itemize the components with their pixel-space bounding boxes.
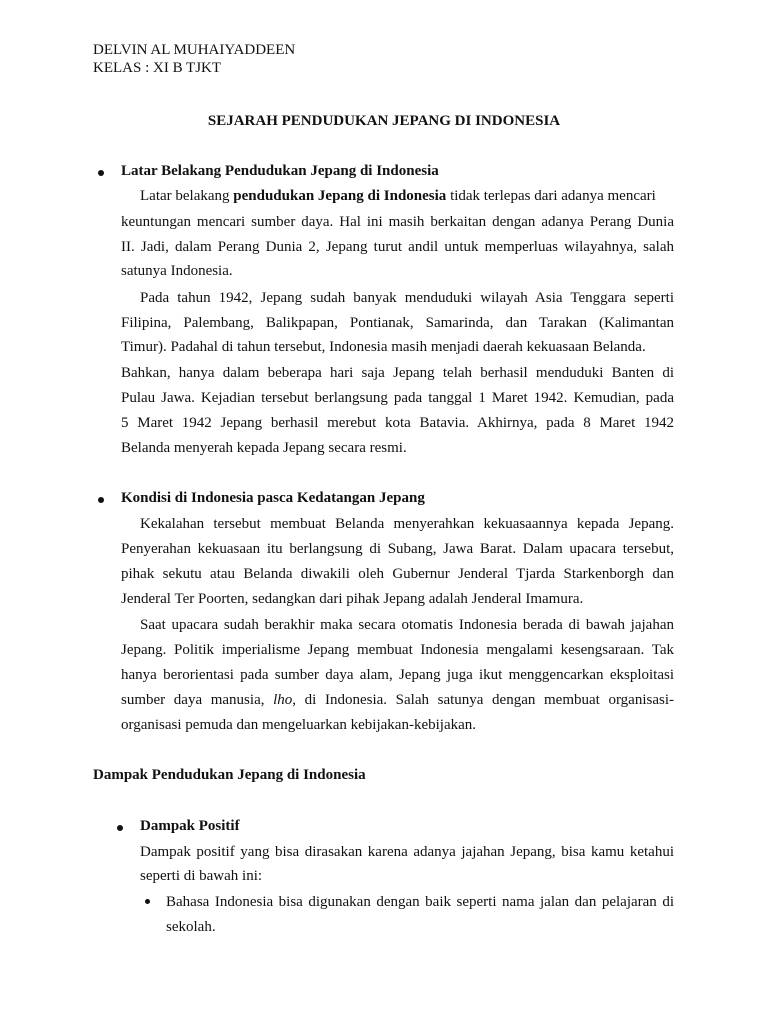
paragraph-line: satunya Indonesia. — [121, 263, 233, 279]
text-run: tidak terlepas dari adanya mencari — [446, 188, 656, 204]
paragraph-line: organisasi pemuda dan mengeluarkan kebijakan-kebijakan. — [121, 717, 477, 733]
paragraph-line: Belanda menyerah kepada Jepang secara resmi. — [121, 440, 407, 456]
paragraph-line: Filipina, Palembang, Balikpapan, Pontianak, Samarinda, dan Tarakan (Kalimantan — [121, 315, 674, 331]
paragraph-line: hanya berorientasi pada sumber daya alam, Jepang juga ikut menggencarkan eksploitasi — [121, 667, 674, 683]
list-item-line: sekolah. — [166, 919, 216, 935]
italic-text-run: lho — [273, 692, 293, 708]
paragraph-line: Pulau Jawa. Kejadian tersebut berlangsung pada tanggal 1 Maret 1942. Kemudian, pada — [121, 390, 674, 406]
text-run: , di Indonesia. Salah satunya dengan membuat organisasi- — [292, 692, 674, 708]
paragraph-line: Penyerahan kekuasaan itu berlangsung di Subang, Jawa Barat. Dalam upacara tersebut, — [121, 541, 674, 557]
paragraph-line: Kekalahan tersebut membuat Belanda menyerahkan kekuasaannya kepada Jepang. — [140, 516, 674, 532]
paragraph-line: pihak sekutu atau Belanda diwakili oleh Gubernur Jenderal Tjarda Starkenborgh dan — [121, 566, 674, 582]
paragraph-line: keuntungan mencari sumber daya. Hal ini masih berkaitan dengan adanya Perang Dunia — [121, 214, 674, 230]
paragraph-line: Pada tahun 1942, Jepang sudah banyak menduduki wilayah Asia Tenggara seperti — [140, 290, 674, 306]
document-title: SEJARAH PENDUDUKAN JEPANG DI INDONESIA — [207, 113, 561, 129]
paragraph-line: 5 Maret 1942 Jepang berhasil merebut kota Batavia. Akhirnya, pada 8 Maret 1942 — [121, 415, 674, 431]
bullet-icon — [117, 825, 123, 831]
text-run: sumber daya manusia, — [121, 692, 274, 708]
paragraph-line: Bahkan, hanya dalam beberapa hari saja Jepang telah berhasil menduduki Banten di — [121, 365, 674, 381]
paragraph-line: II. Jadi, dalam Perang Dunia 2, Jepang turut andil untuk memperluas wilayahnya, salah — [121, 239, 674, 255]
bold-text-run: pendudukan Jepang di Indonesia — [233, 188, 447, 204]
sub-heading: Dampak Positif — [140, 818, 240, 834]
paragraph-line: Jepang. Politik imperialisme Jepang membuat Indonesia mengalami kesengsaraan. Tak — [121, 642, 674, 658]
paragraph-line — [121, 691, 674, 709]
paragraph-line: seperti di bawah ini: — [140, 868, 263, 884]
paragraph-line: Timur). Padahal di tahun tersebut, Indonesia masih menjadi daerah kekuasaan Belanda. — [121, 339, 646, 355]
section-heading: Latar Belakang Pendudukan Jepang di Indonesia — [121, 163, 439, 179]
paragraph-line: Saat upacara sudah berakhir maka secara otomatis Indonesia berada di bawah jajahan — [140, 617, 674, 633]
list-item-line: Bahasa Indonesia bisa digunakan dengan baik seperti nama jalan dan pelajaran di — [166, 894, 674, 910]
paragraph-line: Dampak positif yang bisa dirasakan karena adanya jajahan Jepang, bisa kamu ketahui — [140, 844, 674, 860]
text-run: Latar belakang — [140, 188, 234, 204]
class-label: KELAS : XI B TJKT — [93, 60, 222, 76]
bullet-icon — [145, 899, 150, 904]
paragraph-line — [140, 188, 656, 205]
bullet-icon — [98, 497, 104, 503]
paragraph-line: Jenderal Ter Poorten, sedangkan dari pihak Jepang adalah Jenderal Imamura. — [121, 591, 584, 607]
section-heading: Dampak Pendudukan Jepang di Indonesia — [93, 767, 366, 783]
author-name: DELVIN AL MUHAIYADDEEN — [93, 42, 296, 58]
bullet-icon — [98, 170, 104, 176]
section-heading: Kondisi di Indonesia pasca Kedatangan Jepang — [121, 490, 425, 506]
